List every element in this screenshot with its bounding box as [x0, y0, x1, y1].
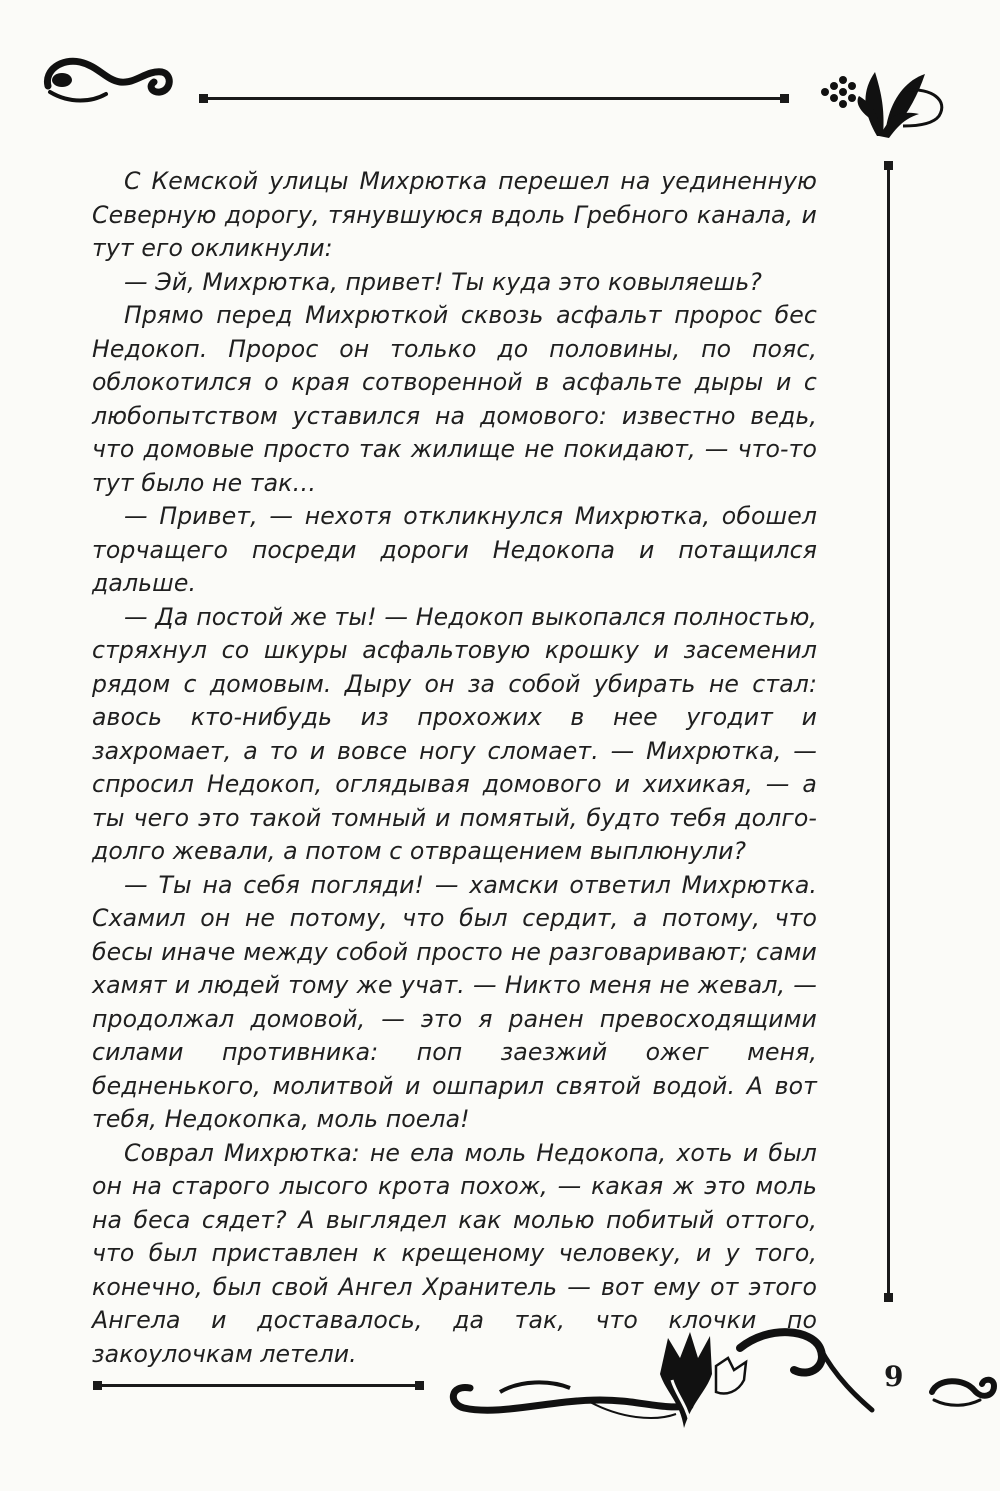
body-text	[92, 165, 817, 1371]
page-number: 9	[884, 1360, 904, 1393]
paragraph: — Привет, — нехотя откликнулся Михрютка, обошел торчащего посреди дороги Недокопа и потащился дальше.	[92, 502, 817, 597]
rule-cap-top-right	[780, 94, 789, 103]
rule-cap-right-bottom	[884, 1293, 893, 1302]
floral-ornament-bottom-icon	[440, 1318, 880, 1446]
paragraph: — Да постой же ты! — Недокоп выкопался полностью, стряхнул со шкуры асфальтовую крошку и засеменил рядом с домовым. Дыру он за собой убирать не стал: авось кто-нибудь из прохожих в нее угодит и захромает, а то и вовсе ногу сломает. — Михрютка, — спросил Недокоп, оглядывая домового и хихикая, — а ты чего это такой томный и помятый, будто тебя долго-долго жевали, а потом с отвращением выплюнули?	[92, 602, 817, 865]
right-vertical-rule	[887, 168, 890, 1294]
rule-cap-bottom-right	[415, 1381, 424, 1390]
scroll-ornament-bottom-right-icon	[928, 1372, 998, 1412]
paragraph: Прямо перед Михрюткой сквозь асфальт пророс бес Недокоп. Пророс он только до половины, по пояс, облокотился о края сотворенной в асфальте дыры и с любопытством уставился на домового: известно ведь, что домовые просто так жилище не покидают, — что-то тут было не так…	[92, 301, 817, 497]
floral-ornament-top-right-icon	[815, 52, 955, 144]
paragraph: — Ты на себя погляди! — хамски ответил Михрютка. Схамил он не потому, что был сердит, а потому, что бесы иначе между собой просто не разговаривают; сами хамят и людей тому же учат. — Никто меня не жевал, — продолжал домовой, — это я ранен превосходящими силами противника: поп заезжий ожег меня, бедненького, молитвой и ошпарил святой водой. А вот тебя, Недокопка, моль поела!	[92, 870, 817, 1133]
paragraph: Соврал Михрютка: не ела моль Недокопа, хоть и был он на старого лысого крота похож, — какая ж это моль на беса сядет? А выглядел как молью побитый оттого, что был приставлен к крещеному человеку, и у того, конечно, был свой Ангел Хранитель — вот ему от этого Ангела и доставалось, да так, что клочки по закоулочкам летели.	[92, 1138, 817, 1368]
paragraph: — Эй, Михрютка, привет! Ты куда это ковыляешь?	[124, 267, 762, 296]
bottom-rule	[99, 1384, 419, 1387]
scroll-ornament-top-left-icon	[40, 52, 175, 114]
top-rule	[205, 97, 785, 100]
paragraph: С Кемской улицы Михрютка перешел на уединенную Северную дорогу, тянувшуюся вдоль Гребного канала, и тут его окликнули:	[92, 167, 817, 262]
